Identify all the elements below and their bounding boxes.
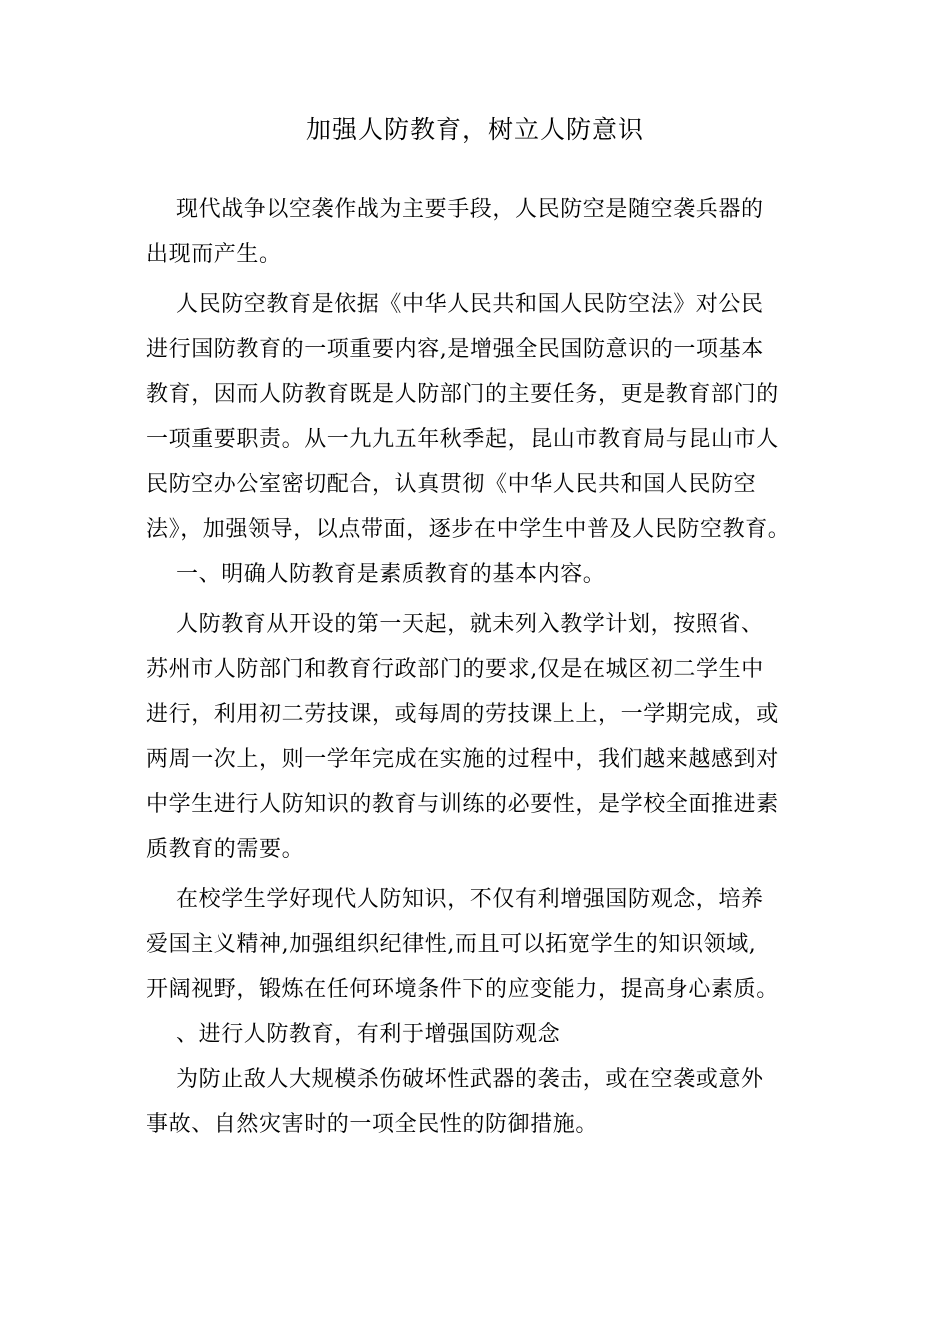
- paragraph-line: 为防止敌人大规模杀伤破坏性武器的袭击，或在空袭或意外: [176, 1067, 764, 1092]
- paragraph-5: [146, 1057, 816, 1147]
- paragraph-4: [146, 877, 816, 1012]
- document-title: 加强人防教育，树立人防意识: [305, 115, 644, 144]
- paragraph-line: 现代战争以空袭作战为主要手段，人民防空是随空袭兵器的: [176, 197, 764, 222]
- paragraph-line: 在校学生学好现代人防知识，不仅有利增强国防观念，培养: [176, 887, 764, 912]
- paragraph-line: 两周一次上，则一学年完成在实施的过程中，我们越来越感到对: [146, 747, 779, 772]
- paragraph-line: 法》，加强领导，以点带面，逐步在中学生中普及人民防空教育。: [146, 517, 791, 542]
- section-heading-1: [146, 552, 816, 597]
- paragraph-line: 、进行人防教育，有利于增强国防观念: [176, 1022, 561, 1047]
- paragraph-line: 爱国主义精神,加强组织纪律性,而且可以拓宽学生的知识领域,: [146, 932, 757, 957]
- paragraph-3: [146, 602, 816, 872]
- paragraph-line: 人民防空教育是依据《中华人民共和国人民防空法》对公民: [176, 292, 764, 317]
- paragraph-line: 开阔视野，锻炼在任何环境条件下的应变能力，提高身心素质。: [146, 977, 779, 1002]
- paragraph-1: [146, 187, 816, 277]
- paragraph-line: 质教育的需要。: [146, 837, 305, 862]
- paragraph-line: 一项重要职责。从一九九五年秋季起，昆山市教育局与昆山市人: [146, 427, 779, 452]
- section-heading-2: [146, 1012, 816, 1057]
- paragraph-line: 一、明确人防教育是素质教育的基本内容。: [176, 562, 606, 587]
- document-body: [146, 187, 816, 1147]
- paragraph-line: 民防空办公室密切配合，认真贯彻《中华人民共和国人民防空: [146, 472, 757, 497]
- paragraph-line: 进行，利用初二劳技课，或每周的劳技课上上，一学期完成，或: [146, 702, 779, 727]
- paragraph-line: 人防教育从开设的第一天起，就未列入教学计划，按照省、: [176, 612, 764, 637]
- paragraph-2: [146, 282, 816, 552]
- paragraph-line: 事故、自然灾害时的一项全民性的防御措施。: [146, 1112, 599, 1137]
- paragraph-line: 中学生进行人防知识的教育与训练的必要性，是学校全面推进素: [146, 792, 779, 817]
- paragraph-line: 教育，因而人防教育既是人防部门的主要任务，更是教育部门的: [146, 382, 779, 407]
- paragraph-line: 苏州市人防部门和教育行政部门的要求,仅是在城区初二学生中: [146, 657, 764, 682]
- paragraph-line: 进行国防教育的一项重要内容,是增强全民国防意识的一项基本: [146, 337, 764, 362]
- paragraph-line: 出现而产生。: [146, 242, 282, 267]
